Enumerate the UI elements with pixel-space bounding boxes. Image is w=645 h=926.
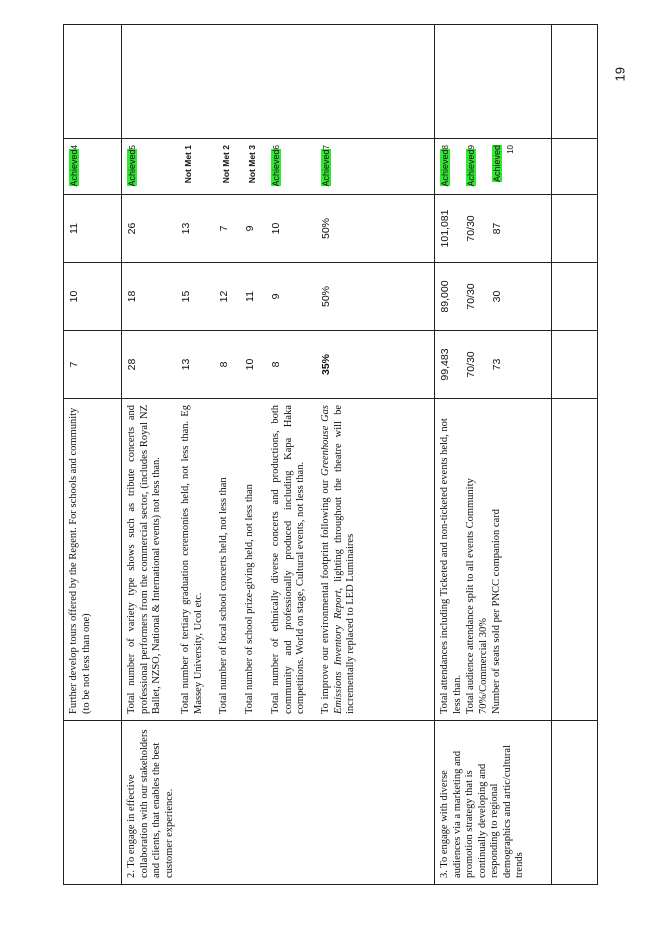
rotated-page: [63, 25, 598, 885]
empty-cell: [551, 195, 597, 263]
value-cell: 101,081 70/30 87: [435, 195, 551, 263]
empty-cell: [551, 331, 597, 399]
measure-text: Total number of tertiary graduation ceremonies held, not less than. Eg Massey University, Ucol etc.: [180, 405, 204, 714]
status-cell: Achieved8 Achieved9 Achieved 10: [435, 139, 551, 195]
status-badge: Not Met: [183, 152, 194, 184]
status-badge: Achieved: [466, 149, 477, 187]
value-cell: 18 15 12 11 9 50%: [122, 263, 435, 331]
measure-text: Number of seats sold per PNCC companion card: [491, 508, 503, 714]
empty-cell: [435, 25, 551, 139]
table-row: [435, 25, 551, 885]
value-cell: 89,000 70/30 30: [435, 263, 551, 331]
empty-cell: [551, 25, 597, 139]
measure-cell: [64, 399, 122, 721]
value-cell: 10: [64, 263, 122, 331]
table-row: [122, 25, 435, 885]
status-badge: Achieved: [321, 149, 332, 187]
empty-cell: [551, 399, 597, 721]
value-cell: 28 13 8 10 8 35%: [122, 331, 435, 399]
measure-text: Total attendances including Ticketed and non-ticketed events held, not less than.: [439, 418, 463, 714]
status-cell: Achieved4: [64, 139, 122, 195]
objective-cell: [64, 721, 122, 885]
value-cell: 7: [64, 331, 122, 399]
value-cell: 99,483 70/30 73: [435, 331, 551, 399]
measure-text: Total number of school prize-giving held, not less than: [244, 484, 256, 714]
measure-text: Total number of local school concerts held, not less than: [218, 477, 230, 714]
status-badge: Achieved: [492, 145, 503, 183]
performance-table: [63, 24, 598, 885]
measure-cell: [435, 399, 551, 721]
status-badge: Not Met: [221, 152, 232, 184]
measure-text: Total number of variety type shows such as tribute concerts and professional performers from the commercial sector, (includes Royal NZ Ballet, NZSO, National & International events) not less than.: [126, 405, 163, 714]
empty-cell: [551, 721, 597, 885]
empty-cell: [64, 25, 122, 139]
value-cell: 26 13 7 9 10 50%: [122, 195, 435, 263]
objective-cell: 3. To engage with diverse audiences via a marketing and promotion strategy that is continually developing and responding to regional demographics and artic/cultural trends: [435, 721, 551, 885]
status-cell: Achieved5 Not Met 1 Not Met 2 Not Met 3 Achieved6 Achieved7: [122, 139, 435, 195]
measure-text: Further develop tours offered by the Regent. For schools and community (to be not less than one): [68, 407, 92, 714]
page-number: 19: [612, 67, 628, 82]
table-row: [551, 25, 597, 885]
empty-cell: [551, 139, 597, 195]
objective-cell: 2. To engage in effective collaboration with our stakeholders and clients, that enables the best customer experience.: [122, 721, 435, 885]
measure-text: To improve our environmental footprint following our Greenhouse Gas Emissions Inventory Report, lighting throughout the theatre will be incrementally replaced to LED Luminaires: [320, 404, 357, 714]
status-badge: Achieved: [69, 149, 79, 187]
empty-cell: [551, 263, 597, 331]
status-badge: Achieved: [127, 149, 138, 187]
value-cell: 11: [64, 195, 122, 263]
status-badge: Not Met: [247, 152, 258, 184]
status-badge: Achieved: [440, 149, 451, 187]
table-row: [64, 25, 122, 885]
measure-text: Total number of ethnically diverse concerts and productions, both community and professionally produced including Kapa Haka competitions. World on stage, Cultural events, not less than.: [270, 405, 307, 714]
measure-cell: [122, 399, 435, 721]
status-badge: Achieved: [271, 149, 282, 187]
measure-text: Total audience attendance split to all events Community 70%/Commercial 30%: [465, 478, 489, 714]
empty-cell: [122, 25, 435, 139]
